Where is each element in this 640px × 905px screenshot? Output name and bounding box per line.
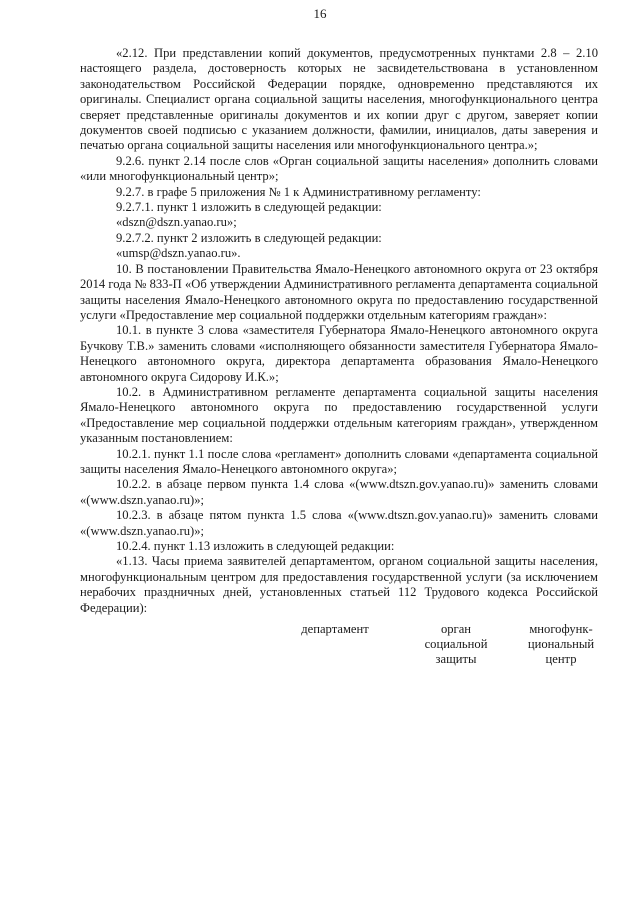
paragraph-1-13: «1.13. Часы приема заявителей департаментом, органом социальной защиты населения, многофункциональным центром для предоставления государственной услуги (за исключением нерабочих праздничных дней, установленных статьей 112 Трудового кодекса Российской Федерации): bbox=[80, 554, 598, 615]
paragraph-10-2-4: 10.2.4. пункт 1.13 изложить в следующей редакции: bbox=[116, 539, 395, 553]
table-header-multifunctional-center bbox=[526, 622, 596, 667]
table-header-text: многофунк- bbox=[529, 622, 593, 637]
table-header-text: социальной bbox=[424, 637, 488, 652]
paragraph-10-2-2: 10.2.2. в абзаце первом пункта 1.4 слова «(www.dtszn.gov.yanao.ru)» заменить словами «(www.dszn.yanao.ru)»; bbox=[80, 477, 598, 507]
paragraph-email-dszn: «dszn@dszn.yanao.ru»; bbox=[116, 215, 237, 230]
table-header-department bbox=[276, 622, 394, 637]
document-body bbox=[80, 46, 598, 668]
reception-hours-table-header bbox=[80, 622, 598, 668]
paragraph-email-umsp: «umsp@dszn.yanao.ru». bbox=[116, 246, 241, 261]
paragraph-10-1: 10.1. в пункте 3 слова «заместителя Губернатора Ямало-Ненецкого автономного округа Бучкову Т.В.» заменить словами «исполняющего обязанности заместителя Губернатора Ямало-Ненецкого автономного округа, директора департамента образования Ямало-Ненецкого автономного округа Сидорову И.К.»; bbox=[80, 323, 598, 384]
paragraph-10-2: 10.2. в Административном регламенте департамента социальной защиты населения Ямало-Ненецкого автономного округа по предоставлению государственной услуги «Предоставление мер социальной поддержки отдельным категориям граждан», утвержденном указанным постановлением: bbox=[80, 384, 598, 446]
paragraph-9-2-7-2: 9.2.7.2. пункт 2 изложить в следующей редакции: bbox=[116, 230, 382, 245]
paragraph-10: 10. В постановлении Правительства Ямало-Ненецкого автономного округа от 23 октября 2014 года № 833-П «Об утверждении Административного регламента департамента социальной защиты населения Ямало-Ненецкого автономного округа по предоставлению государственной услуги «Предоставление мер социальной поддержки отдельным категориям граждан»: bbox=[80, 261, 598, 322]
paragraph-9-2-7: 9.2.7. в графе 5 приложения № 1 к Административному регламенту: bbox=[116, 184, 481, 199]
paragraph-10-2-1: 10.2.1. пункт 1.1 после слова «регламент» дополнить словами «департамента социальной защиты населения Ямало-Ненецкого автономного округа»; bbox=[80, 446, 598, 476]
table-header-text: центр bbox=[545, 652, 577, 667]
table-header-text: циональный bbox=[527, 637, 595, 652]
paragraph-9-2-7-1: 9.2.7.1. пункт 1 изложить в следующей редакции: bbox=[116, 200, 382, 215]
table-header-text: департамент bbox=[301, 622, 369, 637]
page-number: 16 bbox=[313, 6, 327, 21]
paragraph-10-2-3: 10.2.3. в абзаце пятом пункта 1.5 слова «(www.dtszn.gov.yanao.ru)» заменить словами «(www.dszn.yanao.ru)»; bbox=[80, 508, 598, 538]
table-header-text: орган bbox=[440, 622, 472, 637]
table-header-social-protection-body bbox=[414, 622, 498, 667]
paragraph-9-2-6: 9.2.6. пункт 2.14 после слов «Орган социальной защиты населения» дополнить словами «или многофункциональный центр»; bbox=[80, 153, 598, 184]
paragraph-2-12: «2.12. При представлении копий документов, предусмотренных пунктами 2.8 – 2.10 настоящего раздела, достоверность которых не засвидетельствована в установленном законодательством Российской Федерации порядке, одновременно представляются их оригиналы. Специалист органа социальной защиты населения, многофункционального центра сверяет представленные оригиналы документов и их копии друг с другом, заверяет копии документов своей подписью с указанием должности, фамилии, инициалов, даты заверения и печатью органа социальной защиты населения или многофункционального центра.»; bbox=[80, 46, 598, 153]
table-header-text: защиты bbox=[435, 652, 477, 667]
